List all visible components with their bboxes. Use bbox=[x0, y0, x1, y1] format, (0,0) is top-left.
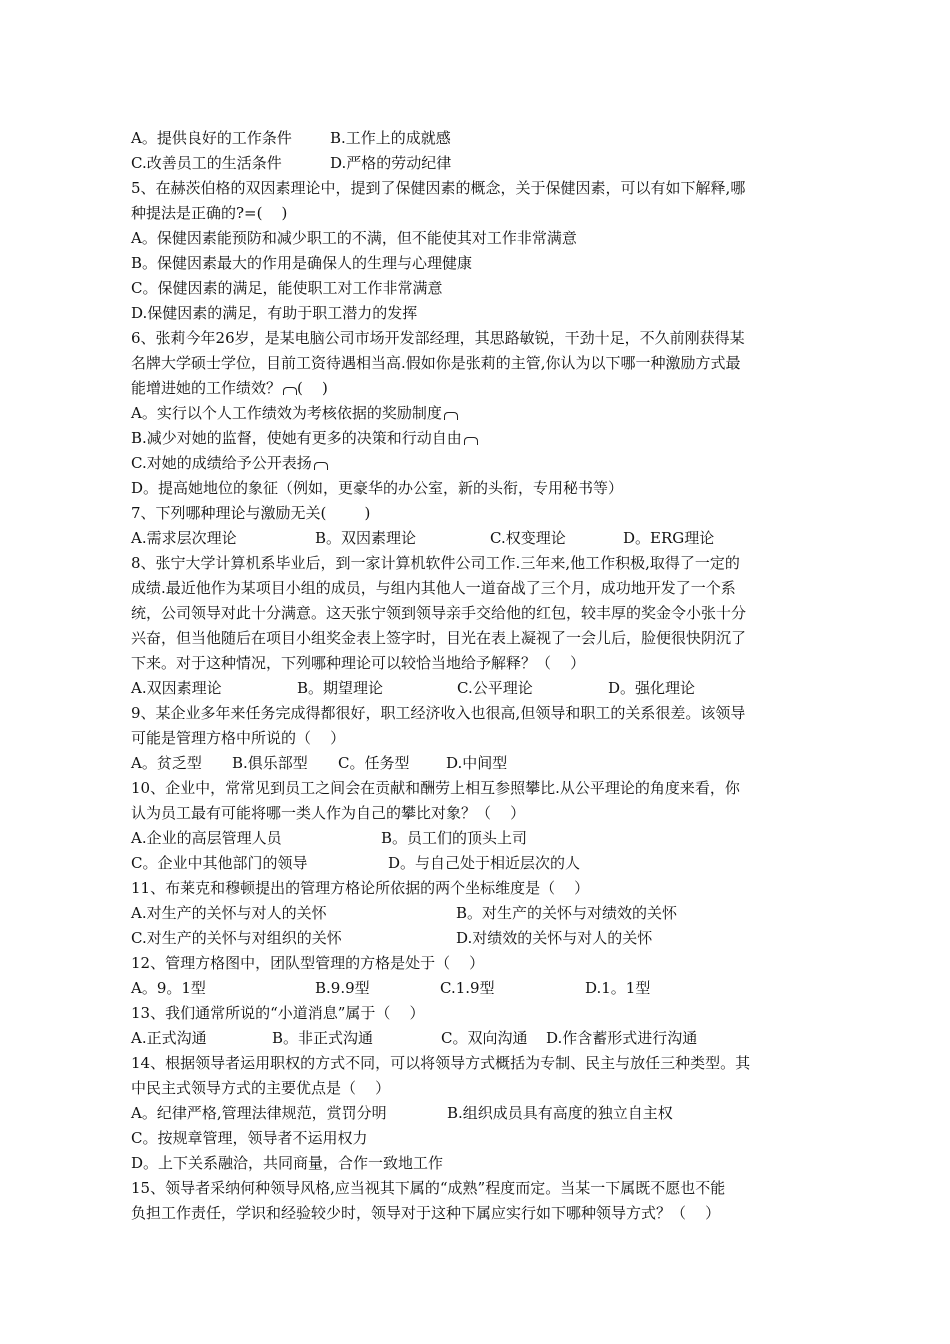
q7-stem: 7、下列哪种理论与激励无关( ) bbox=[131, 504, 371, 522]
q11-stem: 11、布莱克和穆顿提出的管理方格论所依据的两个坐标维度是（ ） bbox=[131, 879, 590, 897]
q8-option-c: C.公平理论 bbox=[457, 679, 533, 697]
q10-stem-line-1: 10、企业中，常常见到员工之间会在贡献和酬劳上相互参照攀比.从公平理论的角度来看，你 bbox=[131, 779, 740, 797]
q8-stem-line-4: 兴奋，但当他随后在项目小组奖金表上签字时，目光在表上凝视了一会儿后，脸便很快阴沉了 bbox=[131, 629, 747, 647]
q7-option-d: D。ERG理论 bbox=[623, 529, 715, 547]
q4-option-a: A。提供良好的工作条件 bbox=[131, 129, 292, 147]
q6-stem-line-3 bbox=[131, 376, 328, 400]
q11-option-a: A.对生产的关怀与对人的关怀 bbox=[131, 904, 327, 922]
q4-option-d: D.严格的劳动纪律 bbox=[330, 154, 452, 172]
q9-stem-line-2: 可能是管理方格中所说的（ ） bbox=[131, 729, 346, 747]
q8-stem-line-3: 统，公司领导对此十分满意。这天张宁领到领导亲手交给他的红包，较丰厚的奖金令小张十分 bbox=[131, 604, 747, 622]
q13-option-b: B。非正式沟通 bbox=[272, 1029, 374, 1047]
q9-option-b: B.俱乐部型 bbox=[232, 754, 308, 772]
q6-stem-line-2: 名牌大学硕士学位，目前工资待遇相当高.假如你是张莉的主管,你认为以下哪一种激励方式最 bbox=[131, 354, 741, 372]
q14-option-b: B.组织成员具有高度的独立自主权 bbox=[447, 1104, 673, 1122]
q10-option-c: C。企业中其他部门的领导 bbox=[131, 854, 308, 872]
q11-option-d: D.对绩效的关怀与对人的关怀 bbox=[456, 929, 653, 947]
q9-stem-line-1: 9、某企业多年来任务完成得都很好，职工经济收入也很高,但领导和职工的关系很差。该领导 bbox=[131, 704, 746, 722]
q6-option-d: D。提高她地位的象征（例如，更豪华的办公室，新的头衔，专用秘书等） bbox=[131, 479, 624, 497]
q12-option-a: A。9。1型 bbox=[131, 979, 206, 997]
q11-option-c: C.对生产的关怀与对组织的关怀 bbox=[131, 929, 342, 947]
q13-option-a: A.正式沟通 bbox=[131, 1029, 207, 1047]
q4-option-c: C.改善员工的生活条件 bbox=[131, 154, 282, 172]
edit-mark-icon bbox=[464, 437, 478, 445]
q13-stem: 13、我们通常所说的“小道消息”属于（ ） bbox=[131, 1004, 425, 1022]
q7-option-a: A.需求层次理论 bbox=[131, 529, 237, 547]
q5-stem-line-1: 5、在赫茨伯格的双因素理论中，提到了保健因素的概念，关于保健因素，可以有如下解释,哪 bbox=[131, 179, 746, 197]
q8-option-a: A.双因素理论 bbox=[131, 679, 222, 697]
q13-option-d: D.作含蓄形式进行沟通 bbox=[546, 1029, 698, 1047]
q6-stem-text: 能增进她的工作绩效？ bbox=[131, 379, 282, 397]
q11-option-b: B。对生产的关怀与对绩效的关怀 bbox=[456, 904, 678, 922]
q10-option-b: B。员工们的顶头上司 bbox=[381, 829, 528, 847]
q8-stem-line-1: 8、张宁大学计算机系毕业后，到一家计算机软件公司工作.三年来,他工作积极,取得了一定的 bbox=[131, 554, 740, 572]
q8-option-b: B。期望理论 bbox=[297, 679, 384, 697]
q5-option-b: B。保健因素最大的作用是确保人的生理与心理健康 bbox=[131, 254, 473, 272]
q6-option-c bbox=[131, 451, 328, 475]
q6-stem-line-1: 6、张莉今年26岁，是某电脑公司市场开发部经理，其思路敏锐，干劲十足，不久前刚获得某 bbox=[131, 329, 745, 347]
q6-option-b-text: B.减少对她的监督，使她有更多的决策和行动自由 bbox=[131, 429, 462, 447]
q6-option-b bbox=[131, 426, 478, 450]
q14-option-c: C。按规章管理，领导者不运用权力 bbox=[131, 1129, 368, 1147]
q9-option-c: C。任务型 bbox=[338, 754, 410, 772]
edit-mark-icon bbox=[314, 462, 328, 470]
q14-option-d: D。上下关系融洽，共同商量，合作一致地工作 bbox=[131, 1154, 444, 1172]
edit-mark-icon bbox=[283, 387, 297, 395]
q14-stem-line-2: 中民主式领导方式的主要优点是（ ） bbox=[131, 1079, 391, 1097]
q12-option-d: D.1。1型 bbox=[585, 979, 651, 997]
q6-option-a-text: A。实行以个人工作绩效为考核依据的奖励制度 bbox=[131, 404, 442, 422]
q9-option-d: D.中间型 bbox=[446, 754, 508, 772]
q8-option-d: D。强化理论 bbox=[608, 679, 696, 697]
q5-option-d: D.保健因素的满足，有助于职工潜力的发挥 bbox=[131, 304, 418, 322]
q12-option-b: B.9.9型 bbox=[315, 979, 370, 997]
q5-option-a: A。保健因素能预防和减少职工的不满，但不能使其对工作非常满意 bbox=[131, 229, 577, 247]
q7-option-b: B。双因素理论 bbox=[315, 529, 417, 547]
q6-option-a bbox=[131, 401, 458, 425]
q15-stem-line-1: 15、领导者采纳何种领导风格,应当视其下属的“成熟”程度而定。当某一下属既不愿也不能 bbox=[131, 1179, 726, 1197]
q5-option-c: C。保健因素的满足，能使职工对工作非常满意 bbox=[131, 279, 443, 297]
q12-stem: 12、管理方格图中，团队型管理的方格是处于（ ） bbox=[131, 954, 485, 972]
q10-option-a: A.企业的高层管理人员 bbox=[131, 829, 282, 847]
q9-option-a: A。贫乏型 bbox=[131, 754, 202, 772]
q6-option-c-text: C.对她的成绩给予公开表扬 bbox=[131, 454, 312, 472]
q4-option-b: B.工作上的成就感 bbox=[330, 129, 451, 147]
edit-mark-icon bbox=[444, 412, 458, 420]
q10-option-d: D。与自己处于相近层次的人 bbox=[388, 854, 581, 872]
q8-stem-line-5: 下来。对于这种情况，下列哪种理论可以较恰当地给予解释？（ ） bbox=[131, 654, 586, 672]
q6-answer-blank: ( ) bbox=[297, 379, 328, 397]
q10-stem-line-2: 认为员工最有可能将哪一类人作为自己的攀比对象？（ ） bbox=[131, 804, 526, 822]
q14-option-a: A。纪律严格,管理法律规范，赏罚分明 bbox=[131, 1104, 387, 1122]
q12-option-c: C.1.9型 bbox=[440, 979, 495, 997]
q13-option-c: C。双向沟通 bbox=[441, 1029, 528, 1047]
q7-option-c: C.权变理论 bbox=[490, 529, 566, 547]
q5-stem-line-2: 种提法是正确的?=( ) bbox=[131, 204, 288, 222]
q15-stem-line-2: 负担工作责任，学识和经验较少时，领导对于这种下属应实行如下哪种领导方式？（ ） bbox=[131, 1204, 721, 1222]
q14-stem-line-1: 14、根据领导者运用职权的方式不同，可以将领导方式概括为专制、民主与放任三种类型。其 bbox=[131, 1054, 751, 1072]
q8-stem-line-2: 成绩.最近他作为某项目小组的成员，与组内其他人一道奋战了三个月，成功地开发了一个系 bbox=[131, 579, 736, 597]
